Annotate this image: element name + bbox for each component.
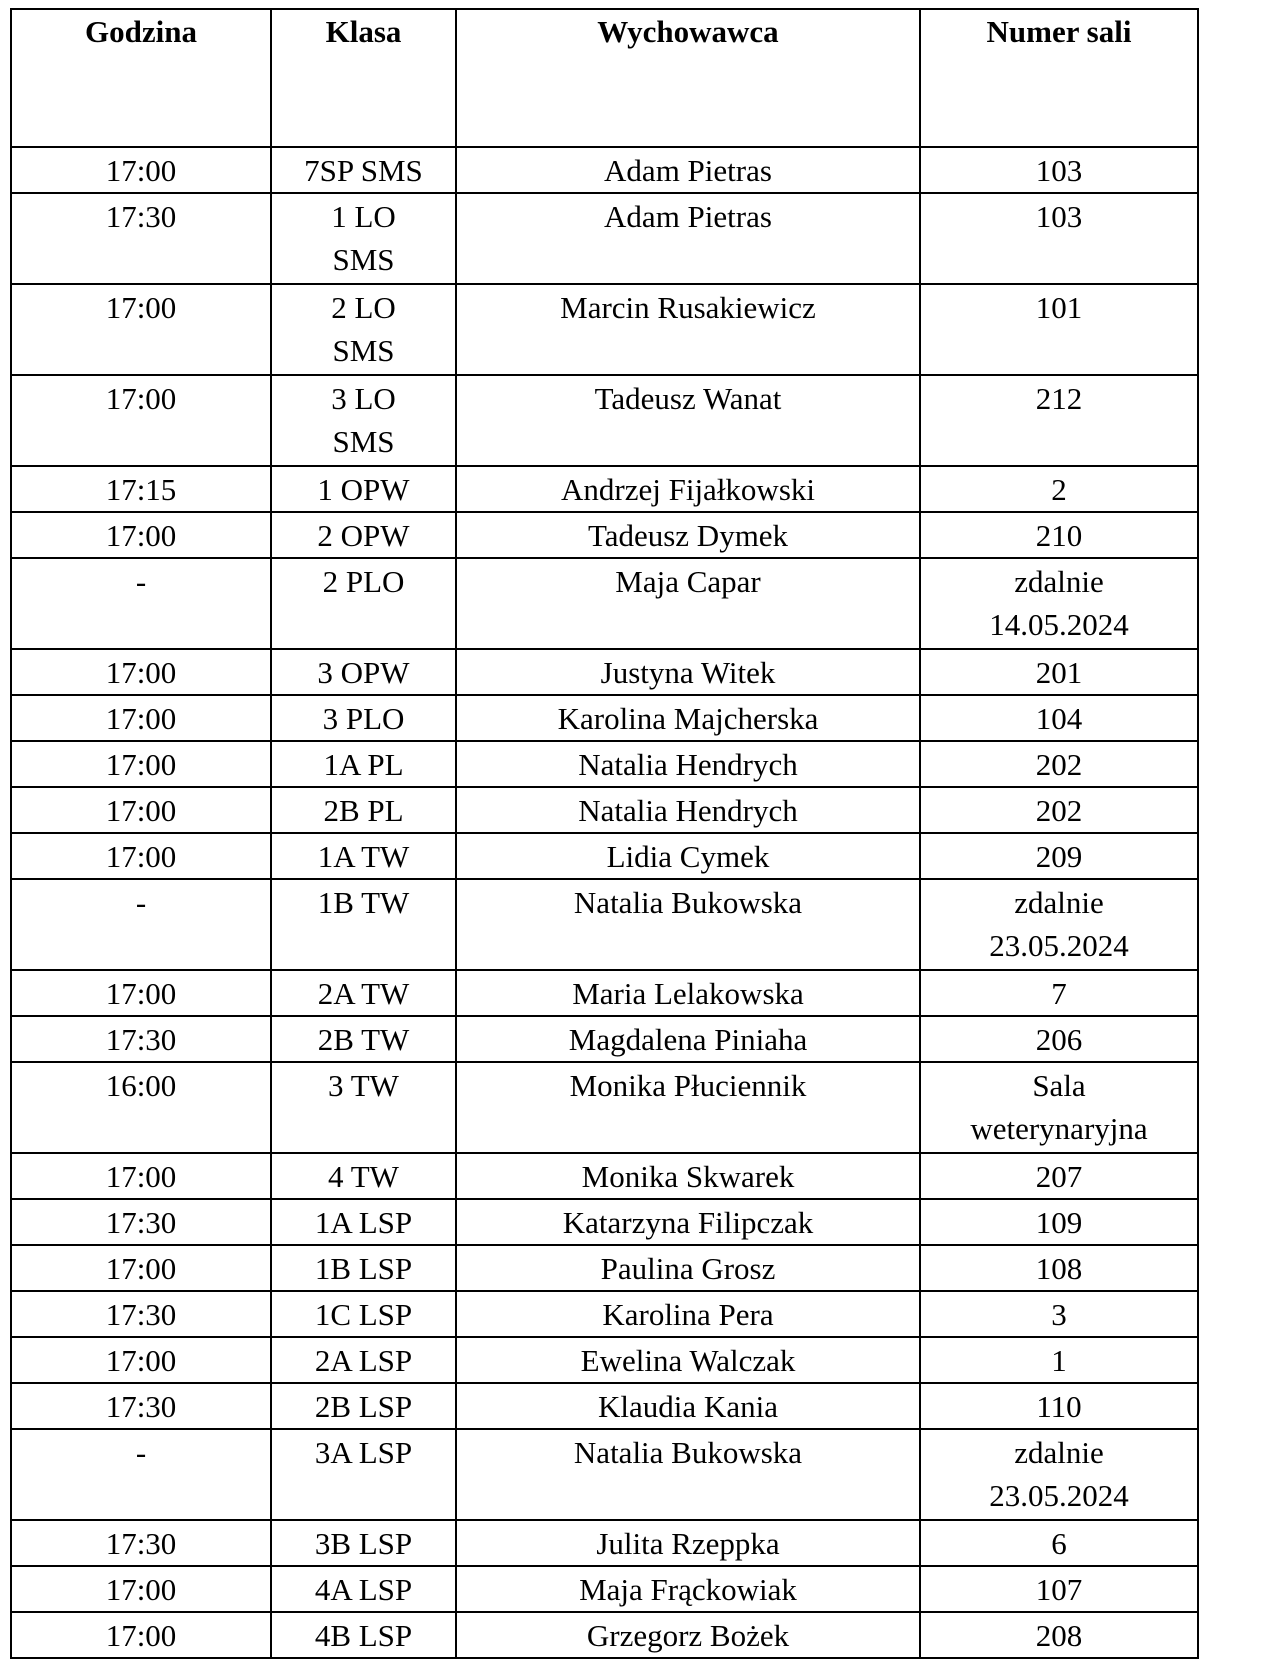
cell-numer-sali-line: 1	[1051, 1343, 1067, 1378]
cell-klasa-line: 3 PLO	[322, 701, 405, 736]
cell-wychowawca: Maja Capar	[456, 558, 920, 649]
cell-wychowawca: Monika Płuciennik	[456, 1062, 920, 1153]
table-row	[11, 1612, 1198, 1658]
cell-numer-sali	[920, 787, 1198, 833]
cell-numer-sali-line: zdalnie	[1014, 1435, 1104, 1470]
cell-wychowawca: Justyna Witek	[456, 649, 920, 695]
cell-klasa-line: 4A LSP	[314, 1572, 413, 1607]
header-row	[11, 9, 1198, 147]
cell-klasa-line: 2B LSP	[314, 1389, 413, 1424]
cell-godzina: 17:30	[11, 1383, 271, 1429]
cell-numer-sali-line: 209	[1035, 839, 1083, 874]
table-row	[11, 695, 1198, 741]
table-row	[11, 833, 1198, 879]
cell-wychowawca: Julita Rzeppka	[456, 1520, 920, 1566]
cell-wychowawca: Natalia Bukowska	[456, 879, 920, 970]
table-row	[11, 284, 1198, 375]
cell-godzina: 17:00	[11, 649, 271, 695]
cell-klasa	[271, 741, 456, 787]
cell-godzina: 17:00	[11, 1245, 271, 1291]
cell-klasa-line: 2 PLO	[322, 564, 405, 599]
table-row	[11, 1337, 1198, 1383]
table-row	[11, 558, 1198, 649]
cell-numer-sali	[920, 1429, 1198, 1520]
cell-numer-sali-line: 202	[1035, 747, 1083, 782]
cell-godzina: 17:30	[11, 1520, 271, 1566]
cell-numer-sali-line: 3	[1051, 1297, 1067, 1332]
cell-godzina: 17:00	[11, 284, 271, 375]
cell-klasa-line: 2A LSP	[314, 1343, 413, 1378]
cell-wychowawca: Tadeusz Dymek	[456, 512, 920, 558]
cell-klasa	[271, 970, 456, 1016]
cell-klasa	[271, 833, 456, 879]
cell-wychowawca: Natalia Hendrych	[456, 741, 920, 787]
table-row	[11, 1383, 1198, 1429]
cell-numer-sali	[920, 1383, 1198, 1429]
cell-klasa-line: 3 TW	[328, 1068, 399, 1103]
cell-numer-sali	[920, 1245, 1198, 1291]
cell-numer-sali	[920, 1566, 1198, 1612]
cell-klasa-line: 2 OPW	[317, 518, 410, 553]
table-row	[11, 879, 1198, 970]
cell-klasa-line: 2B PL	[323, 793, 404, 828]
cell-godzina: 17:15	[11, 466, 271, 512]
schedule-table	[10, 8, 1199, 1659]
cell-klasa-line: SMS	[332, 424, 395, 459]
header-godzina: Godzina	[11, 9, 271, 147]
cell-klasa-line: 2B TW	[317, 1022, 410, 1057]
table-row	[11, 1566, 1198, 1612]
cell-klasa	[271, 147, 456, 193]
cell-klasa	[271, 1016, 456, 1062]
cell-numer-sali	[920, 741, 1198, 787]
cell-numer-sali-line: 202	[1035, 793, 1083, 828]
table-row	[11, 649, 1198, 695]
table-row	[11, 1153, 1198, 1199]
cell-godzina: 17:00	[11, 1153, 271, 1199]
cell-klasa	[271, 466, 456, 512]
cell-numer-sali	[920, 1520, 1198, 1566]
cell-godzina: 17:30	[11, 1291, 271, 1337]
cell-klasa	[271, 1383, 456, 1429]
cell-klasa-line: 3 OPW	[317, 655, 410, 690]
cell-numer-sali-line: 110	[1036, 1389, 1082, 1424]
cell-klasa-line: 1C LSP	[314, 1297, 413, 1332]
cell-godzina: 17:00	[11, 1566, 271, 1612]
cell-klasa	[271, 695, 456, 741]
cell-klasa	[271, 1612, 456, 1658]
cell-klasa-line: SMS	[332, 242, 395, 277]
cell-numer-sali-line: 107	[1035, 1572, 1083, 1607]
table-row	[11, 1429, 1198, 1520]
cell-godzina: 17:30	[11, 193, 271, 284]
table-row	[11, 147, 1198, 193]
cell-klasa	[271, 558, 456, 649]
cell-numer-sali-line: 23.05.2024	[989, 928, 1129, 963]
table-row	[11, 1062, 1198, 1153]
cell-klasa	[271, 1245, 456, 1291]
cell-numer-sali	[920, 970, 1198, 1016]
cell-klasa	[271, 1429, 456, 1520]
cell-klasa-line: 1 LO	[331, 199, 396, 234]
cell-godzina: 17:30	[11, 1016, 271, 1062]
cell-wychowawca: Paulina Grosz	[456, 1245, 920, 1291]
cell-numer-sali-line: 212	[1035, 381, 1083, 416]
cell-numer-sali	[920, 466, 1198, 512]
cell-klasa-line: 1A LSP	[314, 1205, 413, 1240]
cell-numer-sali-line: 2	[1051, 472, 1067, 507]
cell-wychowawca: Katarzyna Filipczak	[456, 1199, 920, 1245]
table-row	[11, 512, 1198, 558]
cell-numer-sali-line: 103	[1035, 199, 1083, 234]
cell-numer-sali-line: 108	[1035, 1251, 1083, 1286]
cell-numer-sali	[920, 879, 1198, 970]
cell-numer-sali	[920, 558, 1198, 649]
cell-numer-sali-line: Sala	[1032, 1068, 1086, 1103]
cell-klasa-line: 3A LSP	[314, 1435, 413, 1470]
cell-wychowawca: Adam Pietras	[456, 147, 920, 193]
cell-klasa	[271, 1199, 456, 1245]
cell-numer-sali-line: weterynaryjna	[970, 1111, 1148, 1146]
cell-numer-sali-line: 101	[1035, 290, 1083, 325]
cell-klasa	[271, 1520, 456, 1566]
cell-numer-sali-line: zdalnie	[1014, 564, 1104, 599]
cell-klasa-line: 4 TW	[328, 1159, 399, 1194]
cell-wychowawca: Marcin Rusakiewicz	[456, 284, 920, 375]
cell-numer-sali	[920, 1199, 1198, 1245]
cell-numer-sali	[920, 1062, 1198, 1153]
cell-klasa	[271, 1062, 456, 1153]
cell-numer-sali	[920, 193, 1198, 284]
cell-godzina: 17:00	[11, 787, 271, 833]
cell-godzina: 17:00	[11, 741, 271, 787]
cell-klasa-line: 7SP SMS	[304, 153, 423, 188]
cell-godzina: 17:00	[11, 695, 271, 741]
cell-wychowawca: Karolina Majcherska	[456, 695, 920, 741]
cell-wychowawca: Grzegorz Bożek	[456, 1612, 920, 1658]
header-numer-sali: Numer sali	[920, 9, 1198, 147]
cell-wychowawca: Maja Frąckowiak	[456, 1566, 920, 1612]
cell-numer-sali-line: 210	[1035, 518, 1083, 553]
cell-numer-sali-line: 207	[1035, 1159, 1083, 1194]
cell-godzina: 17:00	[11, 1337, 271, 1383]
cell-numer-sali	[920, 833, 1198, 879]
table-row	[11, 1245, 1198, 1291]
cell-godzina: 17:00	[11, 375, 271, 466]
table-row	[11, 787, 1198, 833]
table-row	[11, 193, 1198, 284]
table-row	[11, 1016, 1198, 1062]
cell-klasa-line: SMS	[332, 333, 395, 368]
cell-numer-sali-line: 109	[1035, 1205, 1083, 1240]
cell-numer-sali-line: zdalnie	[1014, 885, 1104, 920]
cell-wychowawca: Natalia Hendrych	[456, 787, 920, 833]
cell-numer-sali	[920, 1153, 1198, 1199]
cell-klasa	[271, 1337, 456, 1383]
cell-numer-sali-line: 23.05.2024	[989, 1478, 1129, 1513]
cell-numer-sali-line: 7	[1051, 976, 1067, 1011]
cell-numer-sali-line: 6	[1051, 1526, 1067, 1561]
cell-godzina: -	[11, 879, 271, 970]
cell-wychowawca: Maria Lelakowska	[456, 970, 920, 1016]
table-row	[11, 1291, 1198, 1337]
cell-numer-sali-line: 104	[1035, 701, 1083, 736]
table-row	[11, 375, 1198, 466]
cell-wychowawca: Karolina Pera	[456, 1291, 920, 1337]
table-row	[11, 1199, 1198, 1245]
cell-klasa-line: 1B TW	[317, 885, 410, 920]
cell-numer-sali	[920, 1612, 1198, 1658]
cell-klasa	[271, 1566, 456, 1612]
cell-godzina: 17:00	[11, 833, 271, 879]
cell-godzina: 17:00	[11, 147, 271, 193]
cell-klasa	[271, 1153, 456, 1199]
cell-numer-sali	[920, 695, 1198, 741]
cell-klasa-line: 1A PL	[323, 747, 404, 782]
cell-numer-sali-line: 14.05.2024	[989, 607, 1129, 642]
cell-numer-sali-line: 103	[1035, 153, 1083, 188]
cell-numer-sali	[920, 284, 1198, 375]
cell-klasa	[271, 649, 456, 695]
cell-klasa-line: 2 LO	[331, 290, 396, 325]
cell-klasa	[271, 1291, 456, 1337]
cell-klasa	[271, 284, 456, 375]
cell-klasa-line: 1B LSP	[314, 1251, 413, 1286]
cell-wychowawca: Ewelina Walczak	[456, 1337, 920, 1383]
cell-klasa-line: 3B LSP	[314, 1526, 413, 1561]
cell-wychowawca: Monika Skwarek	[456, 1153, 920, 1199]
cell-numer-sali	[920, 1337, 1198, 1383]
cell-numer-sali	[920, 512, 1198, 558]
cell-klasa	[271, 193, 456, 284]
cell-wychowawca: Magdalena Piniaha	[456, 1016, 920, 1062]
table-row	[11, 466, 1198, 512]
cell-wychowawca: Lidia Cymek	[456, 833, 920, 879]
cell-numer-sali-line: 208	[1035, 1618, 1083, 1653]
cell-numer-sali	[920, 375, 1198, 466]
cell-wychowawca: Tadeusz Wanat	[456, 375, 920, 466]
table-row	[11, 1520, 1198, 1566]
cell-numer-sali-line: 201	[1035, 655, 1083, 690]
cell-godzina: 16:00	[11, 1062, 271, 1153]
cell-klasa-line: 1 OPW	[317, 472, 410, 507]
cell-klasa	[271, 879, 456, 970]
cell-klasa-line: 1A TW	[317, 839, 410, 874]
cell-numer-sali	[920, 1016, 1198, 1062]
cell-wychowawca: Andrzej Fijałkowski	[456, 466, 920, 512]
cell-godzina: -	[11, 1429, 271, 1520]
cell-godzina: 17:00	[11, 1612, 271, 1658]
cell-klasa	[271, 512, 456, 558]
table-row	[11, 970, 1198, 1016]
cell-wychowawca: Klaudia Kania	[456, 1383, 920, 1429]
cell-numer-sali	[920, 147, 1198, 193]
cell-wychowawca: Adam Pietras	[456, 193, 920, 284]
cell-klasa-line: 2A TW	[317, 976, 410, 1011]
cell-klasa-line: 3 LO	[331, 381, 396, 416]
cell-klasa-line: 4B LSP	[314, 1618, 413, 1653]
header-klasa: Klasa	[271, 9, 456, 147]
cell-wychowawca: Natalia Bukowska	[456, 1429, 920, 1520]
cell-godzina: 17:00	[11, 970, 271, 1016]
cell-numer-sali	[920, 649, 1198, 695]
header-wychowawca: Wychowawca	[456, 9, 920, 147]
cell-godzina: 17:00	[11, 512, 271, 558]
table-row	[11, 741, 1198, 787]
cell-numer-sali	[920, 1291, 1198, 1337]
cell-numer-sali-line: 206	[1035, 1022, 1083, 1057]
cell-klasa	[271, 375, 456, 466]
cell-godzina: 17:30	[11, 1199, 271, 1245]
cell-godzina: -	[11, 558, 271, 649]
cell-klasa	[271, 787, 456, 833]
